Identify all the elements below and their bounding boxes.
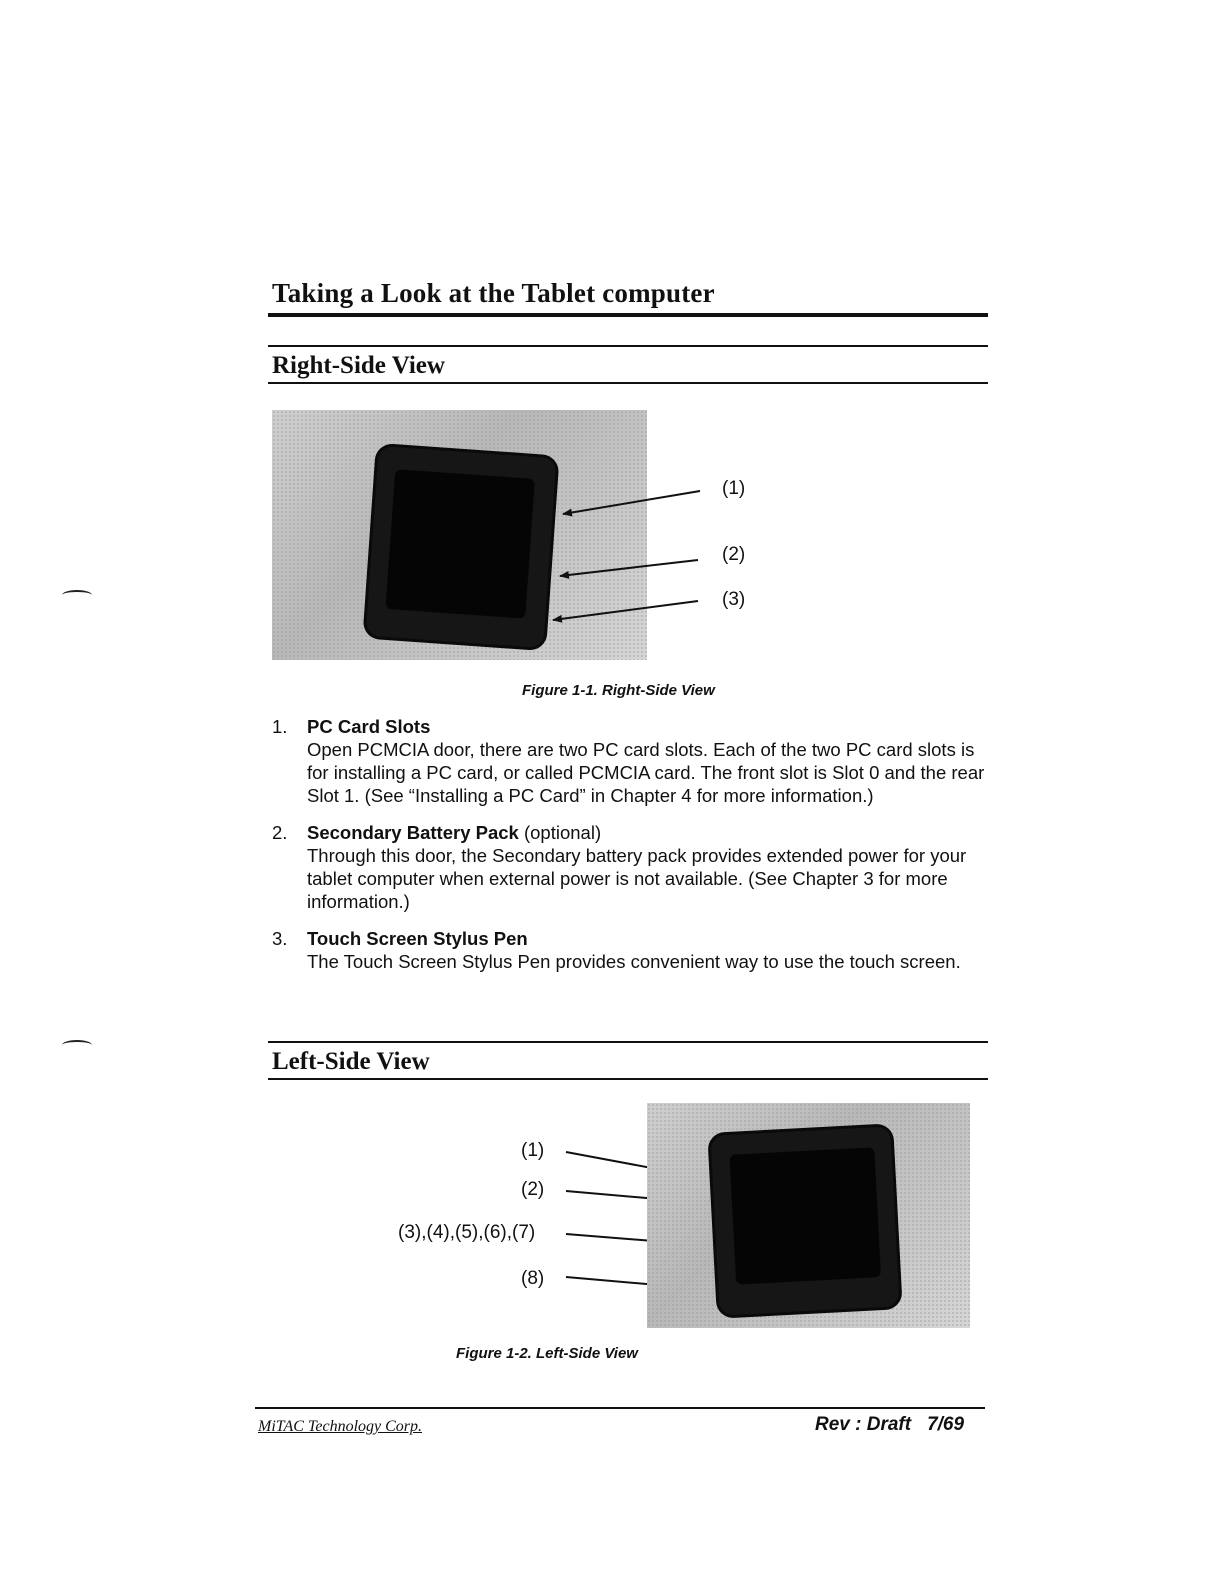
list-item-number: 3. [272, 928, 288, 949]
footer-revision [815, 1414, 964, 1436]
scan-mark [62, 590, 92, 600]
figure-1-1-caption: Figure 1-1. Right-Side View [522, 682, 715, 699]
list-item-description: Through this door, the Secondary battery pack provides extended power for your tablet computer when external power is not available. (See Chapter 3 for more information.) [307, 845, 967, 912]
list-item-number: 2. [272, 822, 288, 843]
left-side-heading: Left-Side View [272, 1048, 430, 1075]
scan-mark [62, 1040, 92, 1050]
left-side-photo [647, 1103, 970, 1328]
callout-right-1: (1) [722, 478, 746, 499]
feature-list [272, 715, 992, 987]
list-item-number: 1. [272, 716, 288, 737]
callout-right-3: (3) [722, 589, 746, 610]
callout-left-3-7: (3),(4),(5),(6),(7) [398, 1222, 536, 1243]
footer-rule [255, 1407, 985, 1409]
footer-company: MiTAC Technology Corp. [258, 1418, 423, 1435]
section-rule-bottom [268, 1078, 988, 1080]
page-number: 7/69 [927, 1414, 965, 1435]
callout-right-2: (2) [722, 544, 746, 565]
list-item-description: The Touch Screen Stylus Pen provides convenient way to use the touch screen. [307, 951, 961, 972]
arrow-right-1 [563, 491, 700, 514]
list-item-suffix: (optional) [518, 822, 602, 843]
right-side-heading: Right-Side View [272, 352, 445, 379]
list-item-title: Touch Screen Stylus Pen [307, 928, 528, 949]
list-item [272, 927, 992, 973]
page-title: Taking a Look at the Tablet computer [272, 278, 715, 308]
arrow-right-3 [553, 601, 698, 620]
section-rule-top [268, 1041, 988, 1043]
arrow-right-2 [560, 560, 698, 576]
list-item-title: Secondary Battery Pack [307, 822, 519, 843]
list-item-title: PC Card Slots [307, 716, 431, 737]
revision-label: Rev : Draft [815, 1414, 912, 1435]
list-item-description: Open PCMCIA door, there are two PC card slots. Each of the two PC card slots is for installing a PC card, or called PCMCIA card. The front slot is Slot 0 and the rear Slot 1. (See “Installing a PC Card” in Chapter 4 for more information.) [307, 739, 985, 806]
figure-1-2-caption: Figure 1-2. Left-Side View [456, 1345, 638, 1362]
list-item [272, 715, 992, 807]
callout-left-8: (8) [521, 1268, 545, 1289]
callout-left-1: (1) [521, 1140, 545, 1161]
callout-left-2: (2) [521, 1179, 545, 1200]
list-item [272, 821, 992, 913]
